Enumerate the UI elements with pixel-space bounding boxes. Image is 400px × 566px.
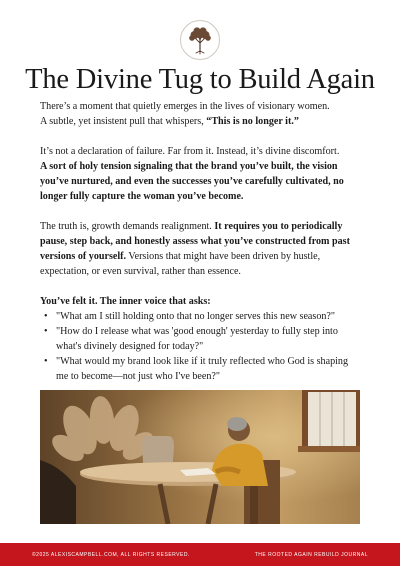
intro-line: There’s a moment that quietly emerges in the lives of visionary women. [40,101,330,112]
article-body [40,99,370,384]
questions-heading: You’ve felt it. The inner voice that asks: [40,296,211,307]
bullet-icon: • [44,311,48,322]
discomfort-line: It’s not a declaration of failure. Far from it. Instead, it’s divine discomfort. [40,146,340,157]
discomfort-bold-line: longer fully capture the woman you’ve become. [40,191,244,202]
list-item: • "What am I still holding onto that no longer serves this new season?" [44,311,336,322]
bullet-icon: • [44,356,48,367]
discomfort-paragraph [40,144,370,204]
realignment-tail: Versions that might have been driven by hustle, [126,251,321,262]
realignment-bold: It requires you to periodically [214,221,343,232]
tree-logo [180,20,220,60]
intro-quote: “This is no longer it.” [206,116,299,127]
list-item: • "What would my brand look like if it truly reflected who God is shaping me to become—not just who I've been?" [44,356,349,382]
copyright-text: ©2025 ALEXISCAMPBELL.COM, ALL RIGHTS RESERVED. [32,552,190,558]
realignment-bold: pause, step back, and honestly assess what you’ve constructed from past [40,236,350,247]
discomfort-bold-line: A sort of holy tension signaling that the brand you’ve built, the vision [40,161,338,172]
intro-paragraph [40,99,370,129]
realignment-tail: expectation, or even survival, rather than essence. [40,266,241,277]
intro-line: A subtle, yet insistent pull that whispers, [40,116,207,127]
realignment-bold: versions of yourself. [40,251,127,262]
discomfort-bold-line: you’ve nurtured, and even the successes you’ve carefully cultivated, no [40,176,344,187]
list-item: • "How do I release what was 'good enough' yesterday to fully step into what's divinely designed for today?" [44,326,338,352]
bullet-icon: • [44,326,48,337]
footer-bar [0,543,400,566]
questions-list [40,309,370,384]
woman-journaling-photo [40,390,360,524]
realignment-lead: The truth is, growth demands realignment. [40,221,215,232]
journal-name: THE ROOTED AGAIN REBUILD JOURNAL [254,552,368,558]
tree-icon [181,21,219,59]
realignment-paragraph [40,219,370,279]
page-title: The Divine Tug to Build Again [25,64,375,95]
